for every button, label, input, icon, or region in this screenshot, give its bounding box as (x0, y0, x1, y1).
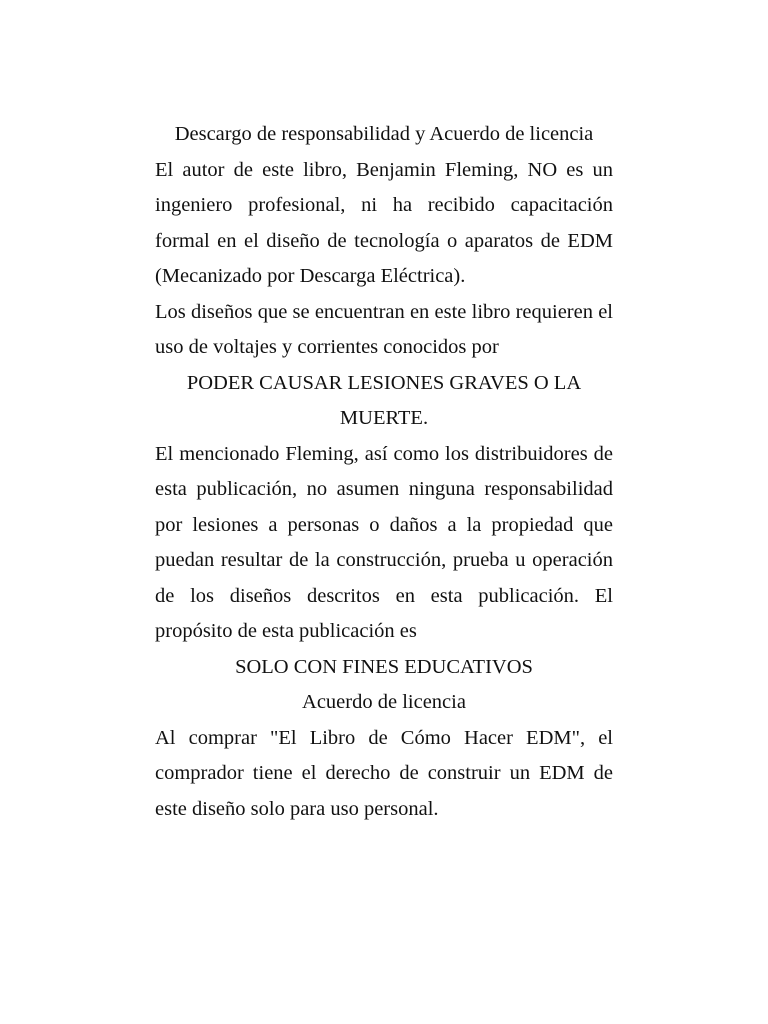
liability-paragraph: El mencionado Fleming, así como los distribuidores de esta publicación, no asumen ninguna responsabilidad por lesiones a personas o daños a la propiedad que puedan resultar de la construcción, prueba u operación de los diseños descritos en esta publicación. El propósito de esta publicación es (155, 442, 613, 642)
author-disclaimer-paragraph: El autor de este libro, Benjamin Fleming, NO es un ingeniero profesional, ni ha recibido capacitación formal en el diseño de tecnología o aparatos de EDM (Mecanizado por Descarga Eléctrica). (155, 158, 613, 287)
voltage-warning-paragraph: Los diseños que se encuentran en este libro requieren el uso de voltajes y corrientes conocidos por (155, 300, 613, 358)
educational-notice: SOLO CON FINES EDUCATIVOS (235, 655, 533, 678)
license-heading: Acuerdo de licencia (302, 691, 466, 713)
license-paragraph: Al comprar "El Libro de Cómo Hacer EDM", el comprador tiene el derecho de construir un EDM de este diseño solo para uso personal. (155, 726, 613, 820)
document-title: Descargo de responsabilidad y Acuerdo de licencia (174, 123, 594, 145)
danger-warning: PODER CAUSAR LESIONES GRAVES O LA MUERTE. (186, 371, 582, 429)
document-page (155, 117, 613, 827)
